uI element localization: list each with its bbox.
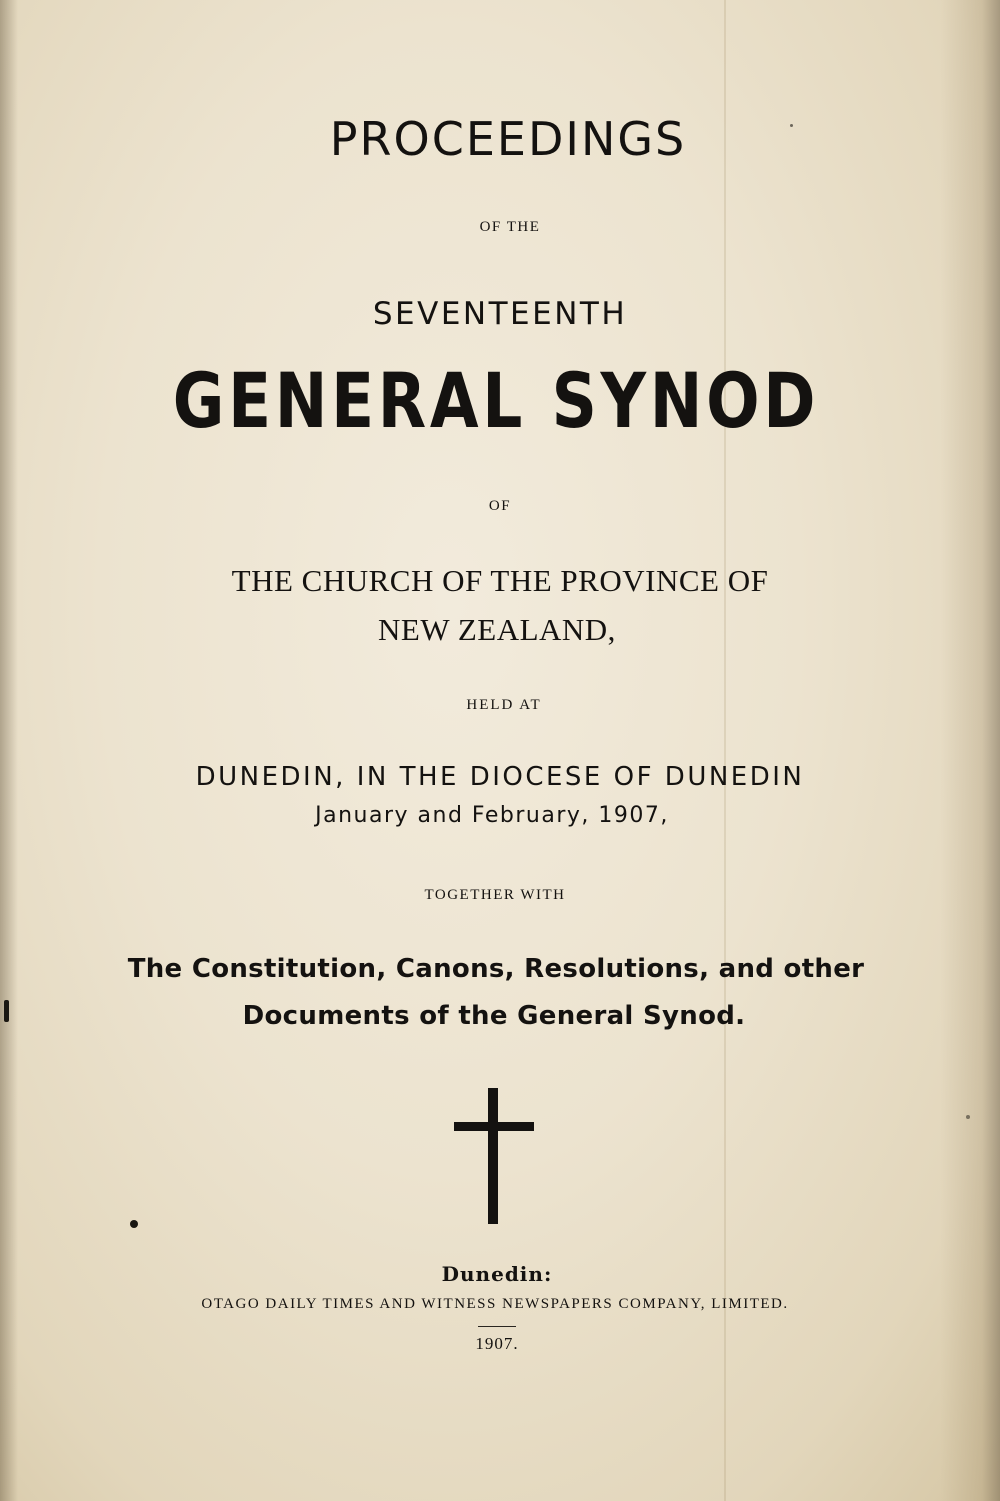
held-at-text: HELD AT (466, 697, 542, 713)
ink-spot (790, 124, 793, 127)
church-line-1: THE CHURCH OF THE PROVINCE OF (231, 563, 769, 598)
heading-proceedings: PROCEEDINGS (329, 112, 687, 166)
general-synod-title: GENERAL SYNOD (172, 356, 820, 445)
latin-cross-icon (454, 1088, 534, 1228)
date-line: January and February, 1907, (315, 803, 669, 828)
of-text: OF (488, 498, 512, 514)
ordinal-seventeenth: SEVENTEENTH (372, 296, 628, 332)
together-with-text: TOGETHER WITH (424, 887, 566, 903)
contents-line-2: Documents of the General Synod. (242, 1001, 746, 1031)
place-line: DUNEDIN, IN THE DIOCESE OF DUNEDIN (195, 762, 805, 792)
ink-spot (4, 1000, 9, 1022)
church-line-2: NEW ZEALAND, (378, 612, 616, 647)
cross-horizontal-bar (454, 1122, 534, 1131)
of-the-text: OF THE (479, 219, 541, 235)
imprint-city: Dunedin: (441, 1262, 553, 1286)
cross-vertical-bar (488, 1088, 498, 1224)
ink-spot (130, 1220, 138, 1228)
imprint-publisher: OTAGO DAILY TIMES AND WITNESS NEWSPAPERS COMPANY, LIMITED. (201, 1296, 789, 1312)
ink-spot (966, 1115, 970, 1119)
imprint-divider (478, 1326, 516, 1327)
contents-line-1: The Constitution, Canons, Resolutions, and other (127, 954, 865, 984)
imprint-year: 1907. (475, 1334, 519, 1353)
